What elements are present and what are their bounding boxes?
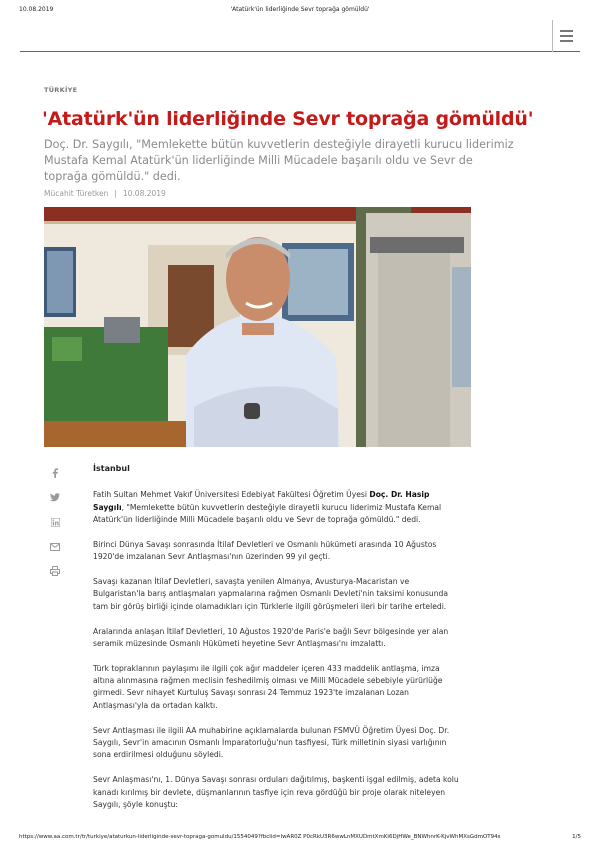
article-date: 10.08.2019: [122, 189, 166, 198]
category-label[interactable]: TÜRKİYE: [44, 86, 78, 94]
paragraph: Birinci Dünya Savaşı sonrasında İtilaf Devletleri ve Osmanlı hükümeti arasında 10 Ağustos 1920'de imzalanan Sevr Antlaşması'nın üzerinden 99 yıl geçti.: [93, 539, 437, 562]
author-name[interactable]: Mücahit Türetken: [44, 189, 109, 198]
article-photo: [44, 207, 471, 447]
paragraph: Aralarında anlaşan İtilaf Devletleri, 10 Ağustos 1920'de Paris'e bağlı Sevr bölgesinde yer alan seramik müzesinde Osmanlı Hükümeti heyetine Sevr Antlaşması'nı imzalattı.: [93, 626, 449, 648]
print-url: https://www.aa.com.tr/tr/turkiye/ataturkun-liderliginde-sevr-topraga-gomuldu/1554049?fbclid=IwAR0Z P0cRkU3R6wwLnMXUDmtXmKi6DjHWe_BNWhnrK-KjvWhMXsGdmOT94s: [19, 834, 501, 840]
linkedin-icon[interactable]: [48, 515, 62, 529]
paragraph: Savaşı kazanan İtilaf Devletleri, savaşta yenilen Almanya, Avusturya-Macaristan ve Bulgaristan'la barış antlaşmaları yapmalarına rağmen Osmanlı Devleti'nin taksimi konusunda tam bir görüş birliği içinde olamadıkları için Türklerle ilgili görüşmeleri ileri bir tarihe erteledi.: [93, 577, 449, 611]
byline: [44, 189, 166, 198]
email-icon[interactable]: [48, 540, 62, 554]
share-bar: [48, 466, 62, 589]
print-icon[interactable]: [48, 564, 62, 578]
facebook-icon[interactable]: [48, 466, 62, 480]
paragraph: Fatih Sultan Mehmet Vakıf Üniversitesi Edebiyat Fakültesi Öğretim Üyesi Doç. Dr. Hasip Saygılı, "Memlekette bütün kuvvetlerin desteğiyle dirayetli kurucu liderimiz Mustafa Kemal Atatürk'ün liderliğinde Milli Mücadele başarılı oldu ve Sevr de toprağa gömüldü." dedi.: [93, 490, 442, 525]
portrait-photo: [44, 207, 471, 447]
page-number: 1/5: [572, 834, 581, 840]
paragraph: Türk topraklarının paylaşımı ile ilgili çok ağır maddeler içeren 433 maddelik antlaşma, imza altına alınmasına rağmen meclisin feshedilmiş olması ve Milli Mücadele sebebiyle yürürlüğe girmedi. Sevr nihayet Kurtuluş Savaşı sonrası 24 Temmuz 1923'te imzalanan Lozan Antlaşması'yla da ortadan kalktı.: [93, 663, 443, 710]
hamburger-icon: [560, 30, 573, 32]
article-headline: 'Atatürk'ün liderliğinde Sevr toprağa gömüldü': [42, 108, 534, 130]
paragraph: Sevr Antlaşması ile ilgili AA muhabirine açıklamalarda bulunan FSMVÜ Öğretim Üyesi Doç. Dr. Saygılı, Sevr'in amacının Osmanlı İmparatorluğu'nun tasfiyesi, Türk milletinin siyasi varlığının sona erdirilmesi olduğunu söyledi.: [93, 725, 450, 760]
print-header: [0, 6, 600, 18]
byline-separator: |: [114, 189, 117, 198]
article-lead: Doç. Dr. Saygılı, "Memlekette bütün kuvvetlerin desteğiyle dirayetli kurucu liderimiz Mustafa Kemal Atatürk'ün liderliğinde Milli Mücadele başarılı oldu ve Sevr de toprağa gömüldü." dedi.: [44, 138, 514, 183]
paragraph: Sevr Anlaşması'nı, 1. Dünya Savaşı sonrası orduları dağıtılmış, başkenti işgal edilmiş, adeta kolu kanadı kırılmış bir devlete, düşmanlarının tasfiye için reva gördüğü bir proje olarak niteleyen Saygılı, şöyle konuştu:: [93, 775, 459, 809]
print-date: 10.08.2019: [19, 6, 54, 13]
site-header: [20, 20, 580, 52]
quoted-person: Doç. Dr. Hasip Saygılı: [93, 490, 430, 512]
twitter-icon[interactable]: [48, 491, 62, 505]
print-title: 'Atatürk'ün liderliğinde Sevr toprağa gömüldü': [230, 6, 370, 13]
article-body: [93, 463, 461, 824]
dateline-city: İstanbul: [93, 464, 130, 473]
menu-button[interactable]: [552, 20, 580, 52]
